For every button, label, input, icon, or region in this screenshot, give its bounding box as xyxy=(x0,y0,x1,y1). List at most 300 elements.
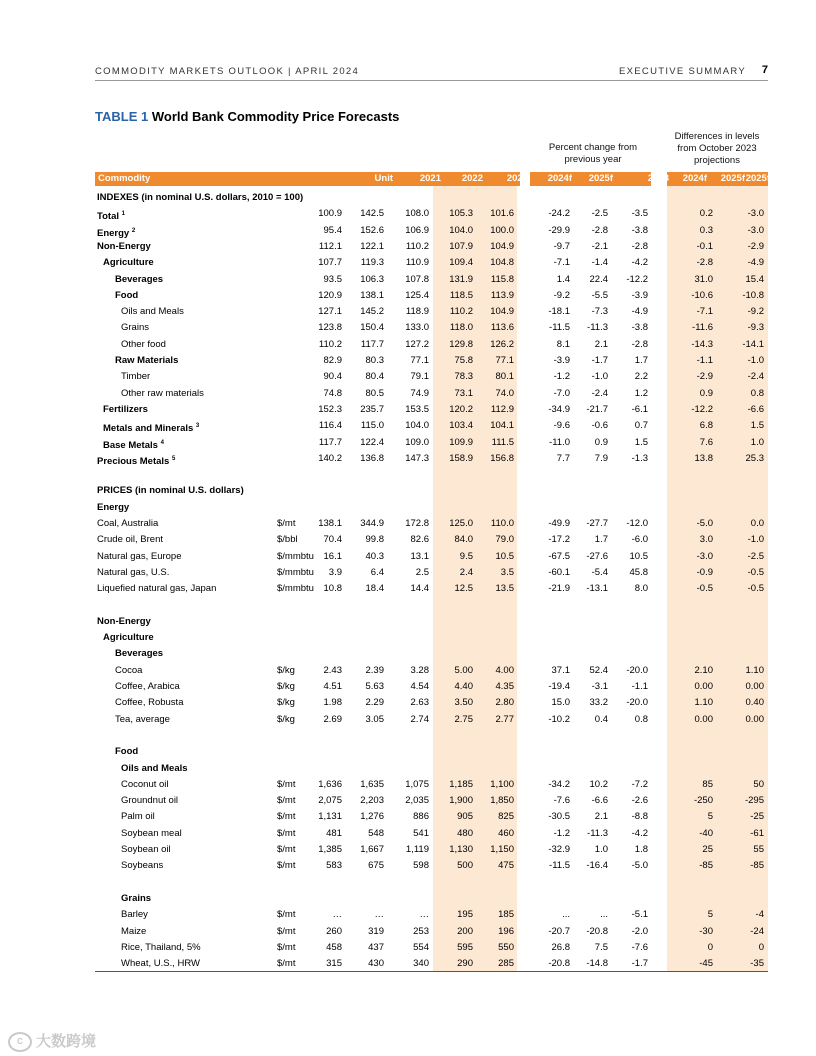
table-cell: -12.2 xyxy=(691,403,713,415)
table-row xyxy=(0,891,816,907)
table-cell: -7.6 xyxy=(553,795,570,807)
table-cell: 26.8 xyxy=(551,941,570,953)
table-row xyxy=(0,288,816,304)
col-header-2023: 2023 xyxy=(506,173,528,184)
table-cell: 2.10 xyxy=(694,664,713,676)
table-cell: 14.4 xyxy=(410,583,429,595)
table-cell: 122.4 xyxy=(360,436,384,448)
table-cell: -2.5 xyxy=(747,550,764,562)
table-cell: 1.4 xyxy=(556,273,570,285)
row-label-text: Palm oil xyxy=(121,811,155,823)
row-unit: $/mt xyxy=(277,844,296,855)
table-cell: -1.1 xyxy=(631,681,648,692)
table-cell: 80.1 xyxy=(495,371,514,383)
table-cell: 6.4 xyxy=(370,566,384,578)
table-cell: 2.29 xyxy=(365,697,384,709)
row-label xyxy=(121,909,148,921)
row-label-text: Beverages xyxy=(115,648,164,660)
table-cell: 2,075 xyxy=(318,795,342,807)
pct-change-group-header: Percent change from previous year xyxy=(548,142,638,165)
row-label xyxy=(115,290,138,302)
row-label xyxy=(115,681,180,693)
table-cell: 172.8 xyxy=(405,518,429,529)
row-label-text: Oils and Meals xyxy=(121,306,184,318)
table-cell: 1.0 xyxy=(594,844,608,855)
table-cell: 133.0 xyxy=(405,322,429,334)
row-label-text: Crude oil, Brent xyxy=(97,534,164,546)
table-cell: -11.3 xyxy=(587,322,608,334)
table-cell: -0.5 xyxy=(696,583,713,595)
table-cell: 116.4 xyxy=(318,420,342,432)
table-cell: 1,635 xyxy=(360,778,384,790)
table-cell: -12.2 xyxy=(626,273,648,285)
table-cell: 78.3 xyxy=(454,371,473,383)
table-row xyxy=(0,320,816,336)
table-cell: 554 xyxy=(413,941,429,953)
table-cell: -27.7 xyxy=(586,518,608,529)
row-label-text: Groundnut oil xyxy=(121,795,179,807)
table-cell: -49.9 xyxy=(548,518,570,529)
table-cell: 0.4 xyxy=(594,713,608,725)
row-label xyxy=(97,192,303,204)
row-label-text: PRICES (in nominal U.S. dollars) xyxy=(97,485,244,497)
row-label-text: Liquefied natural gas, Japan xyxy=(97,583,217,595)
table-cell: 825 xyxy=(498,811,514,823)
table-cell: 319 xyxy=(368,925,384,937)
table-cell: 25.3 xyxy=(745,452,764,464)
table-cell: 95.4 xyxy=(323,224,342,236)
table-cell: 104.0 xyxy=(449,224,473,236)
table-cell: 0.9 xyxy=(699,387,713,399)
table-cell: -20.7 xyxy=(548,925,570,937)
table-cell: 185 xyxy=(498,909,514,921)
row-label-text: INDEXES (in nominal U.S. dollars, 2010 = 100) xyxy=(97,192,304,203)
table-cell: -20.8 xyxy=(586,925,608,937)
row-label xyxy=(97,518,158,530)
row-unit: $/mt xyxy=(277,518,296,529)
table-cell: -14.1 xyxy=(742,338,764,350)
table-cell: 1,150 xyxy=(490,844,514,855)
col-header-diff-2024f: 2024f xyxy=(780,173,805,184)
row-label-text: Tea, average xyxy=(115,713,170,725)
row-label-text: Agriculture xyxy=(103,257,154,269)
table-row xyxy=(0,402,816,418)
table-cell: … xyxy=(419,909,429,921)
table-cell: … xyxy=(332,909,342,921)
table-cell: 460 xyxy=(498,827,514,839)
row-label xyxy=(121,942,201,954)
table-cell: 105.3 xyxy=(449,208,473,220)
table-cell: -6.1 xyxy=(631,403,648,415)
table-row xyxy=(0,369,816,385)
table-cell: 1,185 xyxy=(449,778,473,790)
table-cell: -250 xyxy=(693,795,713,807)
table-cell: 0.8 xyxy=(750,387,764,399)
table-cell: ... xyxy=(562,909,570,921)
row-label xyxy=(115,746,138,758)
table-row xyxy=(0,435,816,451)
table-cell: 0.9 xyxy=(594,436,608,448)
table-cell: -2.8 xyxy=(631,338,648,350)
table-cell: 52.4 xyxy=(589,664,608,676)
row-label-text: Precious Metals xyxy=(97,455,170,467)
col-header-2025f: 2025f xyxy=(588,173,613,184)
table-cell: 85 xyxy=(702,778,713,790)
table-cell: 315 xyxy=(326,958,342,970)
table-cell: 115.8 xyxy=(490,273,514,285)
row-label xyxy=(97,241,151,253)
table-cell: -7.6 xyxy=(631,941,648,953)
table-cell: 0.00 xyxy=(745,681,764,692)
table-cell: -4.9 xyxy=(747,257,764,269)
table-cell: 107.8 xyxy=(405,273,429,285)
table-cell: 10.5 xyxy=(629,550,648,562)
table-cell: 260 xyxy=(326,925,342,937)
col-header-pct-2025f: 2025f xyxy=(720,173,745,184)
table-cell: 82.9 xyxy=(323,355,342,366)
table-cell: -4 xyxy=(755,909,764,921)
table-cell: 2.75 xyxy=(454,713,473,725)
table-row xyxy=(0,744,816,760)
row-label xyxy=(103,437,164,452)
table-cell: 80.5 xyxy=(365,387,384,399)
table-cell: 107.7 xyxy=(318,257,342,269)
table-cell: 4.35 xyxy=(495,681,514,692)
table-cell: 2.69 xyxy=(323,713,342,725)
col-header-2021: 2021 xyxy=(419,173,441,184)
table-cell: 158.9 xyxy=(449,452,473,464)
table-cell: -12.0 xyxy=(626,518,648,529)
table-cell: 1.7 xyxy=(594,534,608,546)
brand-logo-icon: C xyxy=(8,1032,32,1052)
table-cell: -85 xyxy=(750,860,764,872)
table-row xyxy=(0,761,816,777)
table-cell: 595 xyxy=(457,941,473,953)
table-cell: 196 xyxy=(498,925,514,937)
row-label xyxy=(103,632,154,644)
table-cell: 25 xyxy=(702,844,713,855)
table-row xyxy=(0,304,816,320)
table-row xyxy=(0,809,816,825)
table-cell: 74.9 xyxy=(410,387,429,399)
footnote-marker: 4 xyxy=(160,439,164,446)
table-cell: 1.0 xyxy=(750,436,764,448)
table-cell: 1.7 xyxy=(634,355,648,366)
table-cell: 99.8 xyxy=(365,534,384,546)
row-unit: $/mt xyxy=(277,909,296,921)
table-cell: -3.0 xyxy=(747,208,764,220)
table-cell: 200 xyxy=(457,925,473,937)
row-label-text: Cocoa xyxy=(115,664,143,676)
table-cell: 118.5 xyxy=(449,289,473,301)
table-cell: -30 xyxy=(699,925,713,937)
row-label-text: Rice, Thailand, 5% xyxy=(121,941,201,953)
table-cell: 110.9 xyxy=(405,257,429,269)
table-cell: 109.9 xyxy=(449,436,473,448)
row-label-text: Oils and Meals xyxy=(121,762,188,774)
row-label-text: Agriculture xyxy=(103,632,154,644)
table-cell: 101.6 xyxy=(490,208,514,220)
table-cell: -9.6 xyxy=(553,420,570,432)
table-cell: -14.3 xyxy=(691,338,713,350)
row-label-text: Grains xyxy=(121,322,149,334)
table-cell: -10.2 xyxy=(548,713,570,725)
table-cell: -0.5 xyxy=(747,583,764,595)
table-cell: 136.8 xyxy=(360,452,384,464)
table-row xyxy=(0,223,816,239)
table-cell: -34.9 xyxy=(548,403,570,415)
table-cell: 140.2 xyxy=(318,452,342,464)
table-cell: 50 xyxy=(753,778,764,790)
row-label xyxy=(103,257,154,269)
table-cell: 1,385 xyxy=(318,844,342,855)
table-cell: -5.0 xyxy=(631,860,648,872)
table-row xyxy=(0,255,816,271)
row-label xyxy=(115,648,163,660)
table-cell: -24 xyxy=(750,925,764,937)
table-cell: -16.4 xyxy=(586,860,608,872)
table-cell: 3.50 xyxy=(454,697,473,709)
table-cell: 5.00 xyxy=(454,664,473,676)
table-row xyxy=(0,679,816,695)
row-unit: $/mt xyxy=(277,827,296,839)
table-cell: 33.2 xyxy=(589,697,608,709)
table-cell: 13.1 xyxy=(410,550,429,562)
table-cell: 111.5 xyxy=(491,436,514,448)
table-cell: 142.5 xyxy=(360,208,384,220)
table-cell: 15.4 xyxy=(745,273,764,285)
table-cell: 138.1 xyxy=(318,518,342,529)
table-cell: 108.0 xyxy=(405,208,429,220)
row-unit: $/mt xyxy=(277,958,296,970)
table-cell: 110.0 xyxy=(490,518,514,529)
table-cell: 2.39 xyxy=(365,664,384,676)
row-label-text: Base Metals xyxy=(103,439,158,451)
table-cell: -20.0 xyxy=(626,664,648,676)
table-row xyxy=(0,483,816,499)
table-cell: 110.2 xyxy=(405,240,429,252)
table-cell: -2.4 xyxy=(591,387,608,399)
table-cell: 7.6 xyxy=(699,436,713,448)
table-cell: 1.10 xyxy=(745,664,764,676)
table-cell: 1.10 xyxy=(694,697,713,709)
row-label xyxy=(97,583,216,595)
table-cell: -11.5 xyxy=(549,322,570,334)
col-header-2022: 2022 xyxy=(461,173,483,184)
table-cell: 110.2 xyxy=(318,338,342,350)
table-row xyxy=(0,565,816,581)
table-cell: -67.5 xyxy=(548,550,570,562)
row-label xyxy=(97,208,125,223)
table-cell: -5.4 xyxy=(591,566,608,578)
row-label-text: Wheat, U.S., HRW xyxy=(121,958,201,970)
table-row xyxy=(0,663,816,679)
table-cell: -5.5 xyxy=(591,289,608,301)
table-cell: 290 xyxy=(457,958,473,970)
table-row xyxy=(0,337,816,353)
table-cell: 125.4 xyxy=(405,289,429,301)
row-label-text: Soybean oil xyxy=(121,844,171,855)
table-cell: -2.1 xyxy=(591,240,608,252)
table-cell: 1,850 xyxy=(490,795,514,807)
table-cell: 5.63 xyxy=(365,681,384,692)
table-cell: 1.98 xyxy=(323,697,342,709)
table-cell: -21.9 xyxy=(548,583,570,595)
table-row xyxy=(0,695,816,711)
row-label xyxy=(115,697,183,709)
table-cell: 2.77 xyxy=(495,713,514,725)
table-cell: 2.2 xyxy=(634,371,648,383)
table-cell: 2,203 xyxy=(360,795,384,807)
table-cell: -7.2 xyxy=(631,778,648,790)
table-cell: -13.1 xyxy=(586,583,608,595)
table-cell: 4.51 xyxy=(323,681,342,692)
table-cell: -61 xyxy=(750,827,764,839)
table-title-text: World Bank Commodity Price Forecasts xyxy=(151,109,400,124)
page-number: 7 xyxy=(761,64,768,76)
table-cell: -3.9 xyxy=(631,289,648,301)
table-cell: 145.2 xyxy=(360,306,384,318)
table-cell: 1,075 xyxy=(405,778,429,790)
table-row xyxy=(0,956,816,972)
table-cell: ... xyxy=(600,909,608,921)
table-cell: 7.7 xyxy=(556,452,570,464)
table-cell: 0.40 xyxy=(745,697,764,709)
row-unit: $/bbl xyxy=(277,534,298,546)
table-cell: 2.74 xyxy=(410,713,429,725)
row-label-text: Beverages xyxy=(115,273,164,285)
row-label-text: Other raw materials xyxy=(121,387,204,399)
table-cell: 112.1 xyxy=(318,240,342,252)
table-cell: 2.63 xyxy=(410,697,429,709)
table-cell: -2.9 xyxy=(747,240,764,252)
table-cell: -11.3 xyxy=(587,827,608,839)
table-cell: 10.2 xyxy=(589,778,608,790)
table-cell: 93.5 xyxy=(323,273,342,285)
table-cell: -2.0 xyxy=(631,925,648,937)
table-cell: 675 xyxy=(368,860,384,872)
table-cell: -1.2 xyxy=(553,827,570,839)
table-cell: 74.8 xyxy=(323,387,342,399)
table-cell: 344.9 xyxy=(360,518,384,529)
table-cell: 1,636 xyxy=(318,778,342,790)
row-label xyxy=(97,616,151,628)
table-cell: 8.1 xyxy=(556,338,570,350)
header-rule xyxy=(95,80,768,81)
footnote-marker: 5 xyxy=(171,455,176,462)
row-label xyxy=(97,551,182,563)
row-label xyxy=(121,811,155,823)
table-cell: 79.0 xyxy=(495,534,514,546)
table-cell: 10.5 xyxy=(495,550,514,562)
table-cell: 104.9 xyxy=(490,306,514,318)
row-unit: $/mt xyxy=(277,811,296,823)
row-label xyxy=(121,371,150,383)
row-label xyxy=(121,926,146,938)
table-cell: 1,131 xyxy=(318,811,342,823)
table-cell: 103.4 xyxy=(449,420,473,432)
col-header-2024f: 2024f xyxy=(547,173,572,184)
table-cell: -24.2 xyxy=(548,208,570,220)
table-cell: 125.0 xyxy=(449,518,473,529)
table-cell: -295 xyxy=(744,795,764,807)
table-cell: 1,667 xyxy=(360,844,384,855)
row-label xyxy=(97,453,175,468)
table-cell: 2.1 xyxy=(594,338,608,350)
table-cell: 55 xyxy=(753,844,764,855)
table-cell: 541 xyxy=(413,827,429,839)
table-cell: -7.0 xyxy=(553,387,570,399)
table-cell: 0 xyxy=(707,941,713,953)
row-label-text: Maize xyxy=(121,925,147,937)
table-row xyxy=(0,581,816,597)
row-label-text: Soybean meal xyxy=(121,827,182,839)
table-cell: 0.8 xyxy=(634,713,648,725)
table-cell: 7.5 xyxy=(594,941,608,953)
table-row xyxy=(0,206,816,222)
col-header-unit: Unit xyxy=(374,173,393,184)
row-label-text: Non-Energy xyxy=(97,615,151,627)
table-row xyxy=(0,386,816,402)
table-cell: -14.8 xyxy=(586,958,608,970)
table-cell: 104.9 xyxy=(490,240,514,252)
table-cell: 2.4 xyxy=(459,566,473,578)
row-unit: $/mt xyxy=(277,860,296,872)
table-cell: 37.1 xyxy=(551,664,570,676)
table-cell: -7.1 xyxy=(696,306,713,318)
row-label-text: Non-Energy xyxy=(97,240,151,252)
row-label-text: Energy xyxy=(97,501,130,513)
table-cell: 153.5 xyxy=(405,403,429,415)
table-cell: 117.7 xyxy=(360,338,384,350)
table-cell: 82.6 xyxy=(410,534,429,546)
table-cell: 195 xyxy=(457,909,473,921)
table-cell: 100.9 xyxy=(318,208,342,220)
table-cell: -1.3 xyxy=(631,452,648,464)
table-cell: 73.1 xyxy=(454,387,473,399)
table-cell: 1,900 xyxy=(449,795,473,807)
table-cell: -1.0 xyxy=(747,534,764,546)
table-cell: 3.9 xyxy=(328,566,342,578)
table-cell: 1.8 xyxy=(634,844,648,855)
table-cell: -3.8 xyxy=(631,224,648,236)
row-label-text: Food xyxy=(115,746,139,758)
table-cell: -20.0 xyxy=(626,697,648,709)
table-row xyxy=(0,353,816,369)
table-cell: 45.8 xyxy=(629,566,648,578)
table-cell: -1.1 xyxy=(696,355,713,366)
table-row xyxy=(0,793,816,809)
table-cell: 0.3 xyxy=(699,224,713,236)
table-cell: 107.9 xyxy=(449,240,473,252)
row-label-text: Metals and Minerals xyxy=(103,423,194,435)
row-label xyxy=(97,485,244,497)
table-cell: 117.7 xyxy=(318,436,342,448)
header-band-main xyxy=(95,172,520,186)
table-cell: -60.1 xyxy=(548,566,570,578)
row-unit: $/mt xyxy=(277,778,296,790)
footnote-marker: 3 xyxy=(195,423,200,430)
table-cell: -3.5 xyxy=(631,208,648,220)
table-cell: 430 xyxy=(368,958,384,970)
table-cell: -11.0 xyxy=(549,436,570,448)
row-unit: $/kg xyxy=(277,697,295,709)
table-cell: -2.8 xyxy=(591,224,608,236)
table-cell: 2.80 xyxy=(495,697,514,709)
table-cell: 2.1 xyxy=(594,811,608,823)
table-cell: 253 xyxy=(413,925,429,937)
row-label-text: Coal, Australia xyxy=(97,518,159,529)
